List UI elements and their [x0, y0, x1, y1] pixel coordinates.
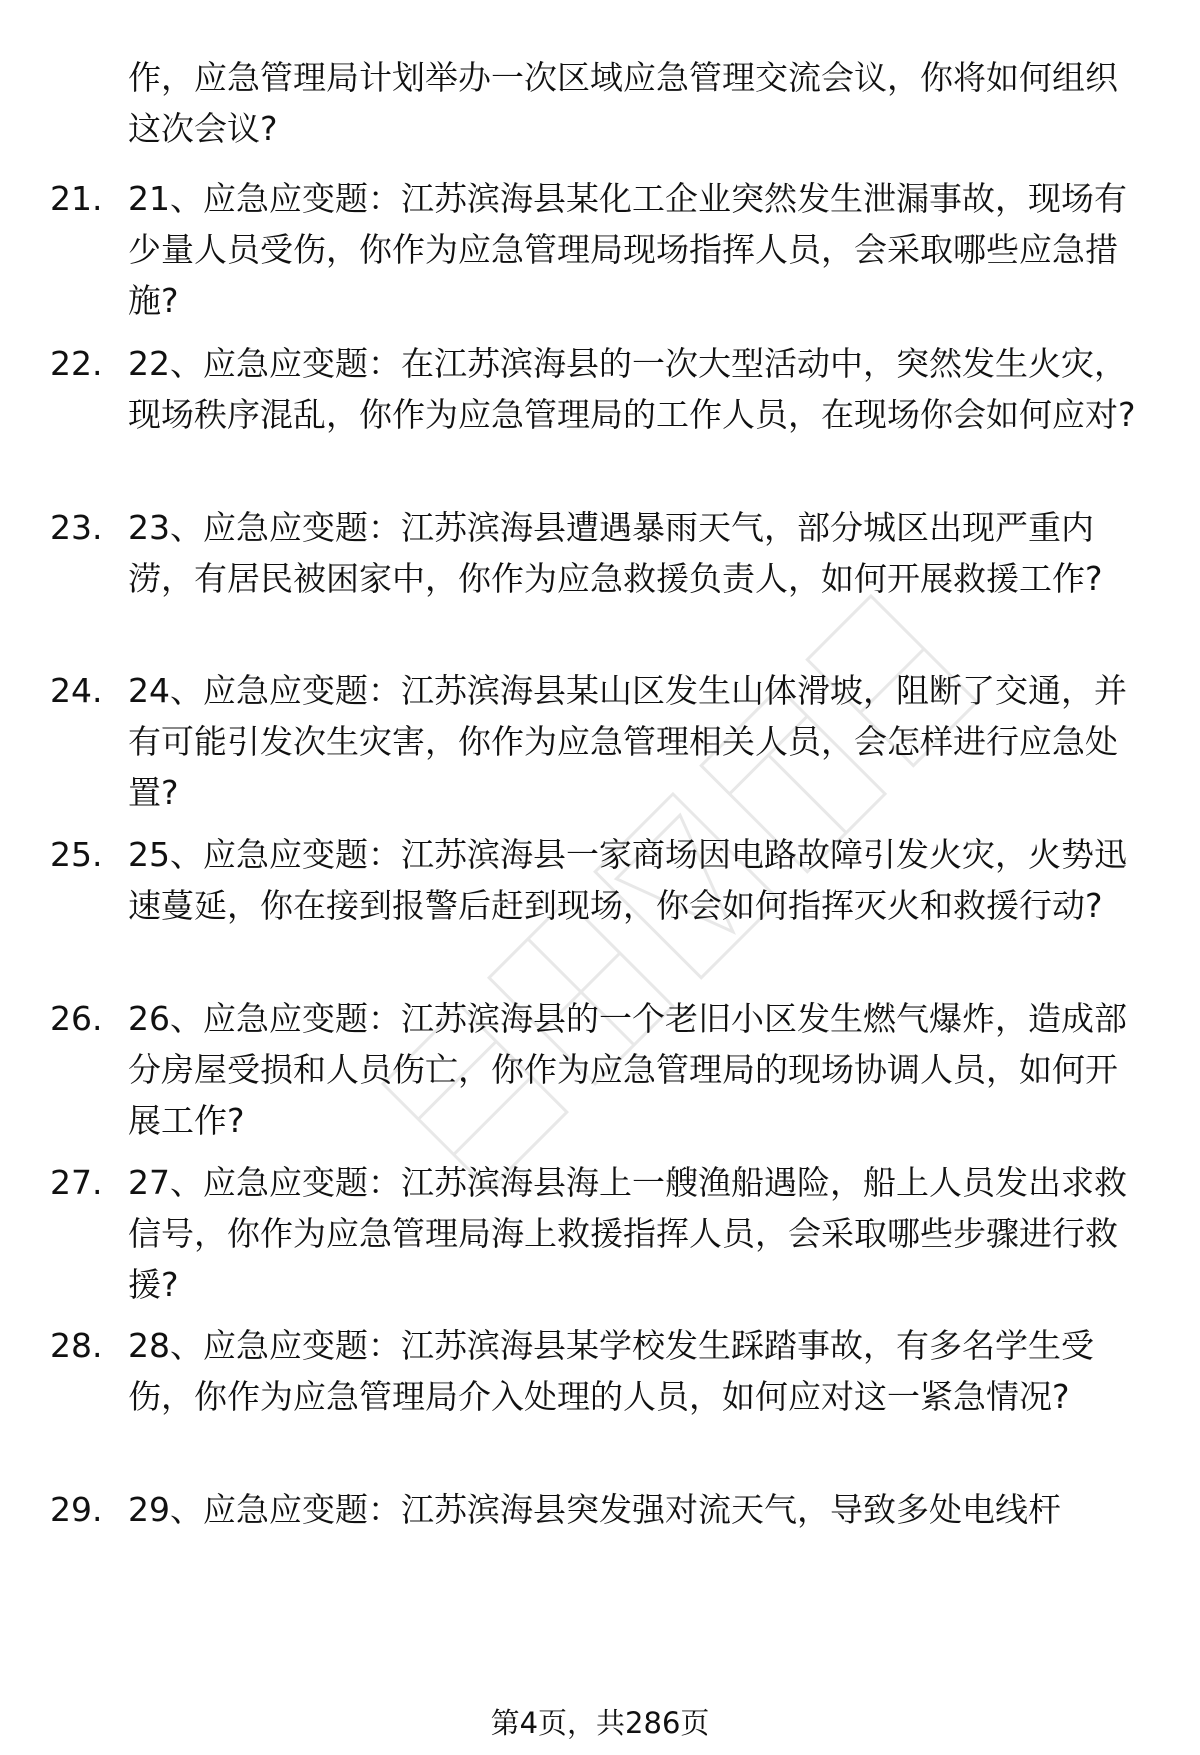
item-number: 24.: [50, 671, 103, 710]
list-item: [0, 338, 1200, 498]
list-item: [0, 993, 1200, 1153]
item-text: 27、应急应变题：江苏滨海县海上一艘渔船遇险，船上人员发出求救信号，你作为应急管理局海上救援指挥人员，会采取哪些步骤进行救援?: [128, 1163, 1127, 1304]
item-text: 24、应急应变题：江苏滨海县某山区发生山体滑坡，阻断了交通，并有可能引发次生灾害，你作为应急管理相关人员，会怎样进行应急处置?: [128, 671, 1127, 812]
item-number: 28.: [50, 1326, 103, 1365]
item-number: 26.: [50, 999, 103, 1038]
item-text: 29、应急应变题：江苏滨海县突发强对流天气，导致多处电线杆: [128, 1490, 1061, 1529]
continuation-text: 作，应急管理局计划举办一次区域应急管理交流会议，你将如何组织这次会议?: [128, 58, 1118, 148]
list-item: [0, 1157, 1200, 1317]
list-item: [0, 1320, 1200, 1480]
list-item: [0, 1484, 1200, 1544]
item-text: 26、应急应变题：江苏滨海县的一个老旧小区发生燃气爆炸，造成部分房屋受损和人员伤亡，你作为应急管理局的现场协调人员，如何开展工作?: [128, 999, 1127, 1140]
item-number: 22.: [50, 344, 103, 383]
item-text: 22、应急应变题：在江苏滨海县的一次大型活动中，突然发生火灾，现场秩序混乱，你作为应急管理局的工作人员，在现场你会如何应对?: [128, 344, 1136, 434]
item-number: 25.: [50, 835, 103, 874]
item-number: 21.: [50, 179, 103, 218]
item-text: 28、应急应变题：江苏滨海县某学校发生踩踏事故，有多名学生受伤，你作为应急管理局介入处理的人员，如何应对这一紧急情况?: [128, 1326, 1094, 1416]
list-item: [0, 173, 1200, 333]
list-item: [0, 829, 1200, 989]
item-text: 21、应急应变题：江苏滨海县某化工企业突然发生泄漏事故，现场有少量人员受伤，你作为应急管理局现场指挥人员，会采取哪些应急措施?: [128, 179, 1127, 320]
item-number: 29.: [50, 1490, 103, 1529]
page-footer: 第4页，共286页: [490, 1706, 710, 1740]
item-number: 23.: [50, 508, 103, 547]
item-text: 23、应急应变题：江苏滨海县遭遇暴雨天气，部分城区出现严重内涝，有居民被困家中，你作为应急救援负责人，如何开展救援工作?: [128, 508, 1103, 598]
item-number: 27.: [50, 1163, 103, 1202]
list-item: [0, 502, 1200, 662]
list-item: [0, 665, 1200, 825]
item-text: 25、应急应变题：江苏滨海县一家商场因电路故障引发火灾，火势迅速蔓延，你在接到报警后赶到现场，你会如何指挥灭火和救援行动?: [128, 835, 1127, 925]
